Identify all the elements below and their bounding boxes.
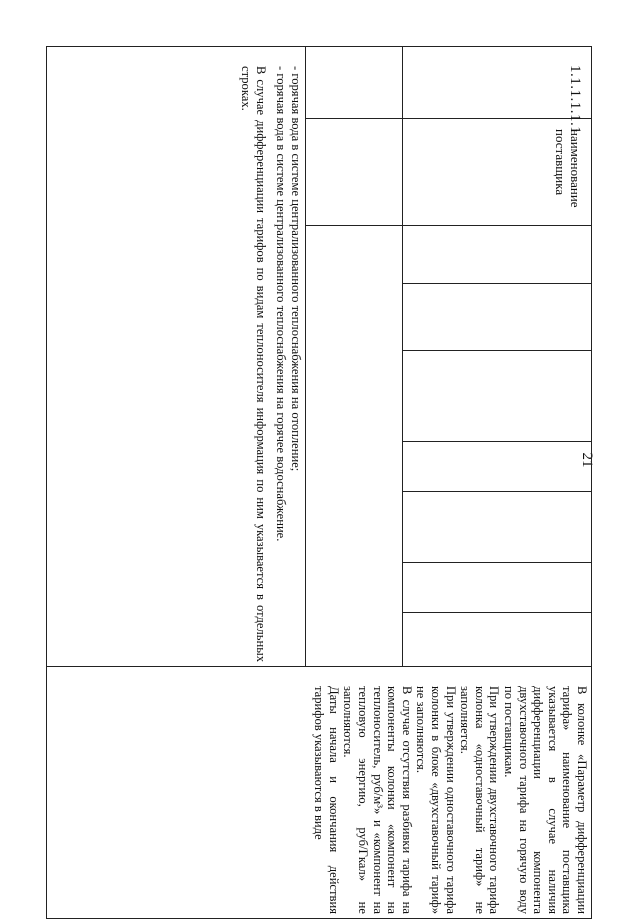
supplier-name-label: наименование поставщика <box>553 129 583 208</box>
description-bullet: - горячая вода в системе централизованного теплоснабжения на горячее водоснабжение. <box>274 52 289 662</box>
description-cell-top <box>47 47 306 667</box>
empty-cell <box>403 492 592 563</box>
empty-cell <box>403 442 592 492</box>
supplier-name-cell <box>403 119 592 226</box>
description-paragraph: В случае дифференциации тарифов по видам теплоносителя информация по ним указывается в отдельных строках. <box>239 66 268 662</box>
description-paragraph: Даты начала и окончания действия тарифов указываются в виде <box>312 686 341 914</box>
row-id-cell <box>403 47 592 135</box>
empty-cell <box>403 613 592 667</box>
page-number: 21 <box>579 452 595 468</box>
description-paragraph: В случае отсутствия разбивки тарифа на компоненты колонки «компонент на теплоноситель, руб/м³» и «компонент на тепловую энергию, руб/Гкал» не заполняются. <box>341 686 414 914</box>
empty-cell <box>306 119 403 226</box>
empty-cell <box>306 47 403 119</box>
empty-cell <box>403 351 592 442</box>
table-row-top <box>403 47 592 919</box>
description-paragraph: При утверждении одноставочного тарифа колонки в блоке «двухставочный тариф» не заполняются. <box>414 686 458 914</box>
description-paragraph: При утверждении двухставочного тарифа колонка «одноставочный тариф» не заполняется. <box>458 686 502 914</box>
empty-cell <box>403 563 592 613</box>
description-bullet: - горячая вода в системе централизованного теплоснабжения на отопление; <box>288 52 303 662</box>
tariff-table <box>46 46 592 919</box>
row-id: 1.1.1.1.1.1 <box>567 65 583 135</box>
description-paragraph: В колонке «Параметр дифференциации тарифа» наименование поставщика указывается в случае наличия дифференциации компонента двухставочного тарифа на горячую воду по поставщикам. <box>502 686 589 914</box>
empty-merged-cell <box>306 226 403 667</box>
empty-cell <box>403 226 592 284</box>
empty-cell <box>403 284 592 351</box>
description-cell-bottom <box>47 667 592 919</box>
